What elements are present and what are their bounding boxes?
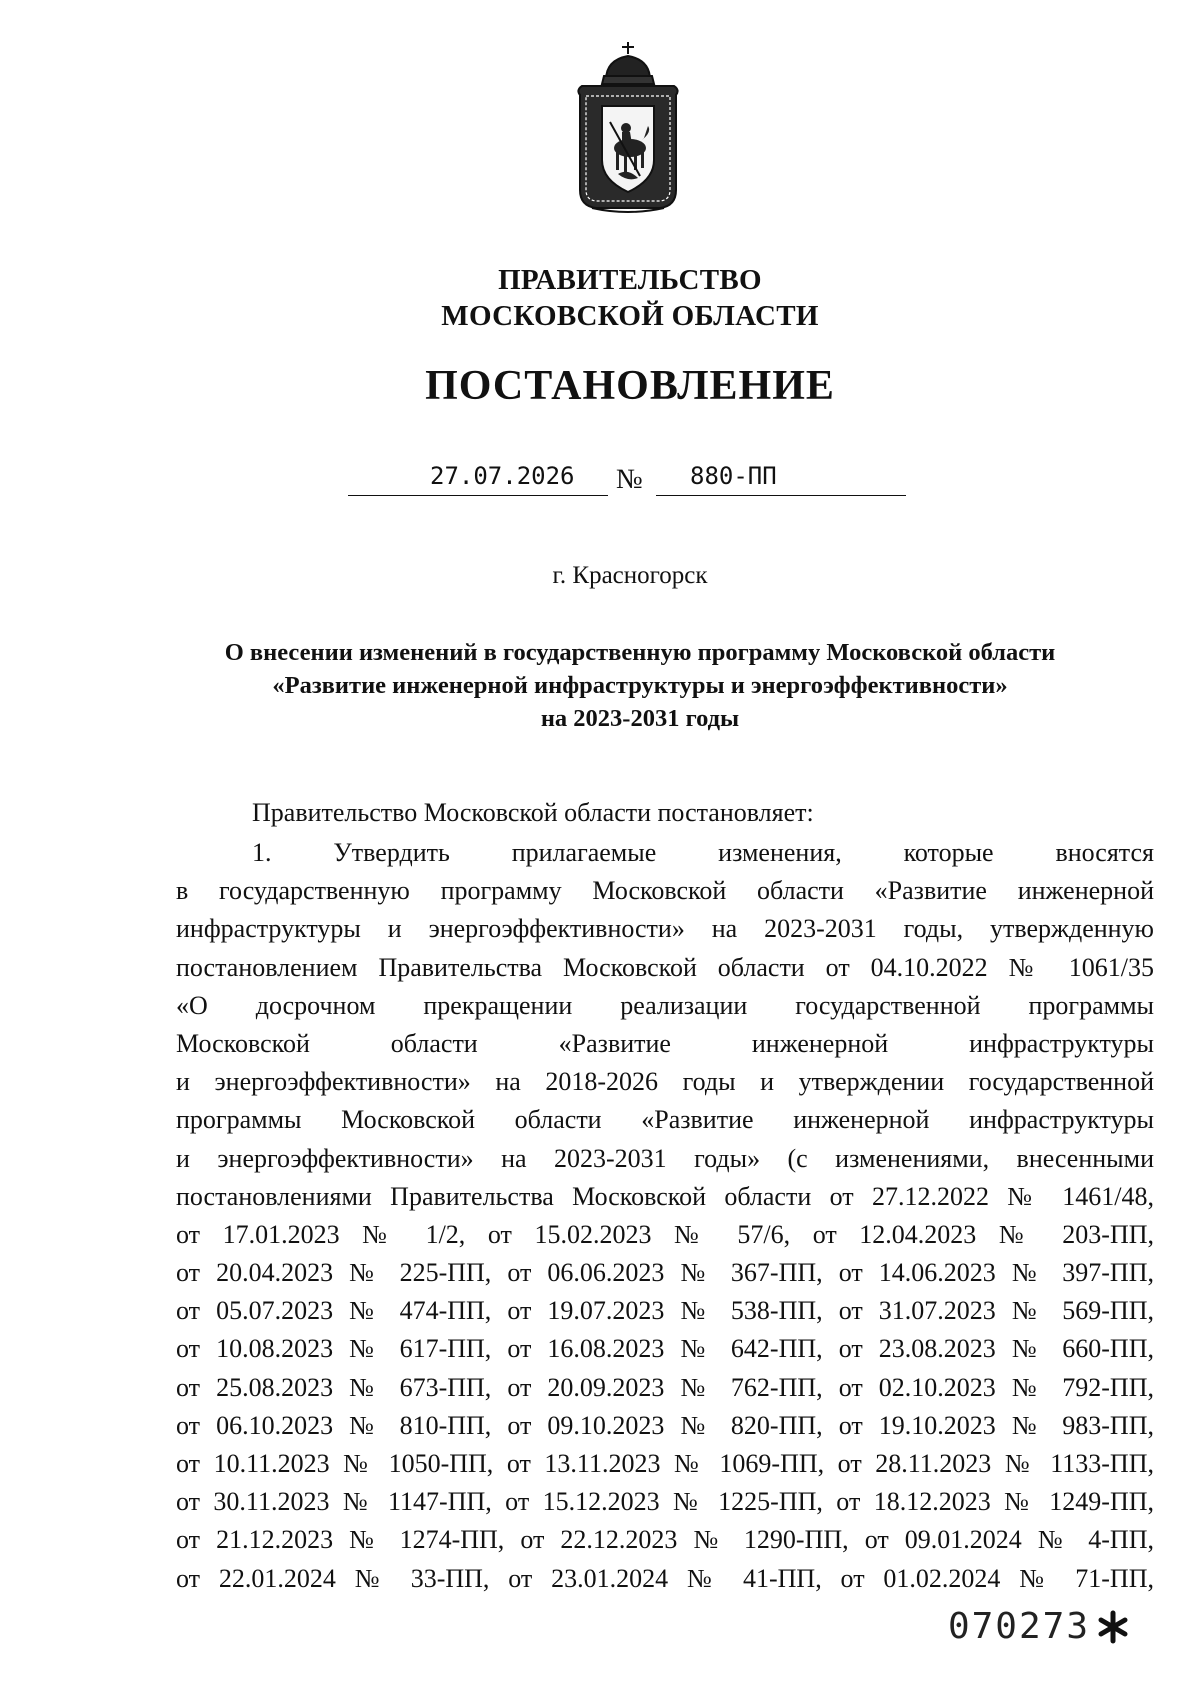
serial-number: 070273 xyxy=(947,1606,1090,1647)
paragraph-line: от 30.11.2023 № 1147-ПП, от 15.12.2023 № 1225-ПП, от 18.12.2023 № 1249-ПП, xyxy=(176,1487,1154,1517)
paragraph-line: от 05.07.2023 № 474-ПП, от 19.07.2023 № 538-ПП, от 31.07.2023 № 569-ПП, xyxy=(176,1296,1154,1326)
paragraph-line: инфраструктуры и энергоэффективности» на 2023-2031 годы, утвержденную xyxy=(176,914,1154,944)
paragraph-line: Московской области «Развитие инженерной инфраструктуры xyxy=(176,1028,1154,1058)
coat-of-arms-icon xyxy=(572,40,684,215)
paragraph-1 xyxy=(176,834,1154,1598)
asterisk-icon xyxy=(1096,1610,1130,1644)
paragraph-line: программы Московской области «Развитие инженерной инфраструктуры xyxy=(176,1105,1154,1135)
paragraph-line: 1. Утвердить прилагаемые изменения, которые вносятся xyxy=(252,838,1154,867)
number-underline xyxy=(656,495,906,496)
paragraph-line: постановлениями Правительства Московской области от 27.12.2022 № 1461/48, xyxy=(176,1181,1154,1211)
paragraph-line: от 25.08.2023 № 673-ПП, от 20.09.2023 № 762-ПП, от 02.10.2023 № 792-ПП, xyxy=(176,1372,1154,1402)
paragraph-line: от 20.04.2023 № 225-ПП, от 06.06.2023 № 367-ПП, от 14.06.2023 № 397-ПП, xyxy=(176,1258,1154,1288)
document-number: 880-ПП xyxy=(690,462,777,490)
paragraph-line: от 10.11.2023 № 1050-ПП, от 13.11.2023 № 1069-ПП, от 28.11.2023 № 1133-ПП, xyxy=(176,1449,1154,1478)
serial-stamp xyxy=(948,1606,1130,1647)
subject-line: О внесении изменений в государственную программу Московской области xyxy=(224,639,1056,666)
paragraph-line: от 22.01.2024 № 33-ПП, от 23.01.2024 № 41-ПП, от 01.02.2024 № 71-ПП, xyxy=(176,1563,1154,1593)
subject-line: «Развитие инженерной инфраструктуры и энергоэффективности» xyxy=(272,672,1008,699)
paragraph-line: от 17.01.2023 № 1/2, от 15.02.2023 № 57/6, от 12.04.2023 № 203-ПП, xyxy=(176,1219,1154,1249)
subject-line: на 2023-2031 годы xyxy=(540,705,740,732)
date-underline xyxy=(348,495,608,496)
paragraph-line: в государственную программу Московской области «Развитие инженерной xyxy=(176,876,1154,906)
paragraph-line: «О досрочном прекращении реализации государственной программы xyxy=(176,990,1154,1020)
paragraph-line: и энергоэффективности» на 2023-2031 годы» (с изменениями, внесенными xyxy=(176,1143,1154,1173)
government-name-line1: ПРАВИТЕЛЬСТВО xyxy=(498,264,762,296)
preamble-text: Правительство Московской области постановляет: xyxy=(252,798,814,827)
paragraph-line: от 10.08.2023 № 617-ПП, от 16.08.2023 № 642-ПП, от 23.08.2023 № 660-ПП, xyxy=(176,1334,1154,1364)
paragraph-line: от 21.12.2023 № 1274-ПП, от 22.12.2023 № 1290-ПП, от 09.01.2024 № 4-ПП, xyxy=(176,1525,1154,1555)
city-name: г. Красногорск xyxy=(552,562,708,589)
registration-row xyxy=(348,462,908,502)
document-date: 27.07.2026 xyxy=(430,462,575,490)
paragraph-line: от 06.10.2023 № 810-ПП, от 09.10.2023 № 820-ПП, от 19.10.2023 № 983-ПП, xyxy=(176,1410,1154,1440)
document-subject xyxy=(150,636,1130,735)
government-name-line2: МОСКОВСКОЙ ОБЛАСТИ xyxy=(441,300,819,332)
paragraph-line: и энергоэффективности» на 2018-2026 годы и утверждении государственной xyxy=(176,1067,1154,1097)
number-sign: № xyxy=(616,464,643,495)
document-type-title: ПОСТАНОВЛЕНИЕ xyxy=(425,363,835,409)
paragraph-line: постановлением Правительства Московской области от 04.10.2022 № 1061/35 xyxy=(176,952,1154,982)
